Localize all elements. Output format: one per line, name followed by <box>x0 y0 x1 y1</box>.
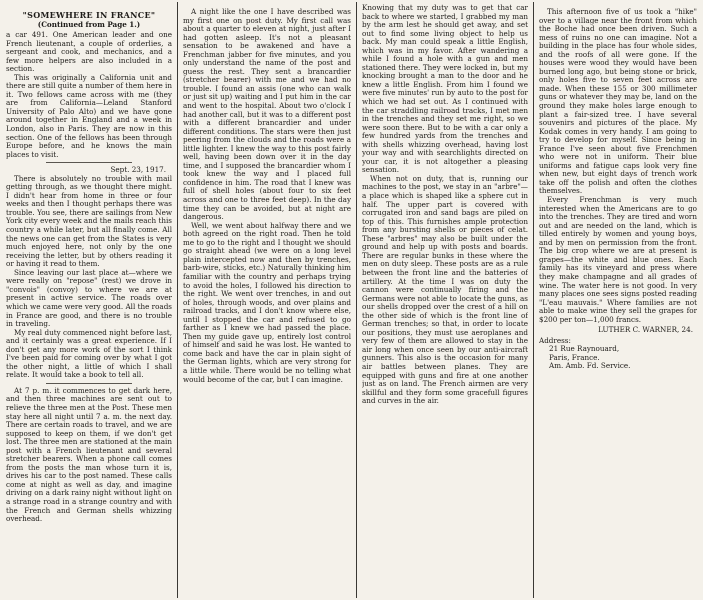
column-1 <box>6 4 172 596</box>
paragraph: Since leaving our last place at—where we were really on "repose" (rest) we drove in "convois" (convoy) to where we are at present in active service. The roads over which we came were very good. All the roads in France are good, and there is no trouble in traveling. <box>6 267 172 329</box>
section-divider <box>46 383 132 384</box>
dateline: Sept. 23, 1917. <box>110 165 166 175</box>
paragraph: This afternoon five of us took a "hike" over to a village near the front from which the Boche had once been driven. Such a mess of ruins no one can imagine. Not a building in the place has four whole sides, and the roofs of all were gone. If the houses were wood they would have been burned long ago, but being stone or brick, only holes five to seven feet across are made. When these 155 or 300 millimeter guns or whatever they may be, land on the ground they make holes large enough to plant a fair-sized tree. I have several souvenirs and pictures of the place. My Kodak comes in very handy. I am going to try to develop for myself. Since being in France I've seen about five Frenchmen who were not in uniform. Their blue uniforms and fatigue caps look very fine when new, but eight days of trench work take off the polish and often the clothes themselves. <box>539 7 697 196</box>
paragraph: There is absolutely no trouble with mail getting through, as we thought there might. I didn't hear from home in three or four weeks and then I thought perhaps there was trouble. You see, there are sailings from New York city every week and the mails reach this country a while later, but all finally come. All the news one can get from the States is very much enjoyed here, not only by the one receiving the letter, but by others reading it or having it read to them. <box>6 173 172 269</box>
paragraph: This was originally a California unit and there are still quite a number of them here in it. Two fellows came across with me (they are from California—Leland Stanford University of Palo Alto) and we have gone around together in England and a week in London, also in Paris. They are now in this section. One of the fellows has been through Europe before, and he knows the main places to visit. <box>6 72 172 159</box>
article-subhead: (Continued from Page 1.) <box>37 20 141 29</box>
address-line: Am. Amb. Fd. Service. <box>549 361 631 371</box>
column-2 <box>183 4 351 596</box>
column-4 <box>539 4 697 596</box>
column-rule <box>177 2 178 598</box>
address-label: Address: <box>539 335 571 345</box>
address-line: 21 Rue Raynouard, <box>549 344 620 354</box>
paragraph: My real duty commenced night before last, and it certainly was a great experience. If I don't get any more work of the sort I think I've been paid for coming over by what I got the other night, a little of which I shall relate. It would take a book to tell all. <box>6 327 172 380</box>
section-divider <box>46 162 132 163</box>
paragraph: a car 491. One American leader and one French lieutenant, a couple of orderlies, a sergeant and cook, and mechanics, and a few more helpers are also included in a section. <box>6 30 172 74</box>
column-3 <box>362 4 528 596</box>
article-headline: "SOMEWHERE IN FRANCE" <box>22 10 156 20</box>
column-rule <box>356 2 357 598</box>
paragraph: When not on duty, that is, running our machines to the post, we stay in an "arbre"—a place which is shaped like a sphere cut in half. The upper part is covered with corrugated iron and sand bags are piled on top of this. This furnishes ample protection from any bursting shells or pieces of celat. These "arbres" may also be built under the ground and help up with posts and boards. There are regular bunks in these where the men on duty sleep. These posts are as a rule between the front line and the batteries of artillery. At the time I was on duty the cannon were continually firing and the Germans were not able to locate the guns, as our shells dropped over the crest of a hill on the other side of which is the front line of German trenches; so that, in order to locate our positions, they must use aeroplanes and very few of them are allowed to stay in the air long when once seen by our anti-aircraft gunners. This also is the occasion for many air battles between planes. They are equipped with guns and fire at one another just as on land. The French airmen are very skillful and they form some gracefull figures and curves in the air. <box>362 173 528 406</box>
address-line: Paris, France. <box>549 352 600 362</box>
paragraph: Knowing that my duty was to get that car back to where we started, I grabbed my man by the arm lest he should get away, and set out to find some living object to help us back. My man could speak a little English, which was in my favor. After wandering a while I found a hole with a gun and men stationed there. They were locked in, but my knocking brought a man to the door and he knew a little English. From him I found we were five minutes' run by auto to the post for which we had set out. As I continued with the car straddling railroad tracks, I met men in the trenches and they set me right, so we were soon there. But to be with a car only a few hundred yards from the trenches and with shells whizzing overhead, having lost your way and with searchlights directed on your car, it is not altogether a pleasing sensation. <box>362 4 528 175</box>
paragraph: Every Frenchman is very much interested when the Americans are to go into the trenches. They are tired and worn out and are needed on the land, which is tilled entirely by women and young boys, and by men on permission from the front. The big crop where we are at present is grapes—the white and blue ones. Each family has its vineyard and press where they make champagne and all grades of wine. The water here is not good. In very many places one sees signs posted reading "L'eau mauvais." Where families are not able to make wine they sell the grapes for $200 per ton—1,000 francs. <box>539 195 697 324</box>
signature: LUTHER C. WARNER, 24. <box>598 325 693 335</box>
paragraph: At 7 p. m. it commences to get dark here, and then three machines are sent out to relieve the three men at the Post. These men stay here all night until 7 a. m. the next day. There are certain roads to travel, and we are supposed to keep on them, if we don't get lost. The three men are stationed at the main post with a French lieutenant and several stretcher bearers. When a phone call comes from the posts the man whose turn it is, drives his car to the post named. These calls come at night as well as day, and imagine driving on a dark rainy night without light on a strange road in a strange country and with the French and German shells whizzing overhead. <box>6 385 172 524</box>
paragraph: Well, we went about halfway there and we both agreed on the right road. Then he told me to go to the right and I thought we should go straight ahead (we were on a long level plain intercepted now and then by trenches, barb-wire, sticks, etc.) Naturally thinking him familiar with the country and perhaps trying to avoid the holes, I followed his direction to the right. We went over trenches, in and out of holes, through woods, and over plains and railroad tracks, and I don't know where else, until I stopped the car and refused to go farther as I knew we had passed the place. Then my guide gave up, entirely lost control of himself and said he was lost. He wanted to come back and have the car in plain sight of the German lights, which are very strong for a little while. There would be no telling what would become of the car, but I can imagine. <box>183 220 351 384</box>
column-rule <box>533 2 534 598</box>
paragraph: A night like the one I have described was my first one on post duty. My first call was about a quarter to eleven at night, just after I had gotten asleep. It's not a pleasant sensation to be awakened and have a Frenchman jabber for five minutes, and you only understand the name of the post and guess the rest. They sent a brancardier (stretcher bearer) with me and we had no trouble. I found an assis (one who can walk or just sit up) waiting and I put him in the car and went to the hospital. About two o'clock I had another call, but it was to a different post with a different brancardier and under different conditions. The stars were then just peering from the clouds and the roads were a little lighter. I knew the way to this post fairly well, having been down over it in the day time, and I supposed the brancardier whom I took knew the way and I placed full confidence in him. The road that I knew was full of shell holes (about four to six feet across and one to three feet deep). In the day time they can be avoided, but at night are dangerous. <box>183 7 351 222</box>
